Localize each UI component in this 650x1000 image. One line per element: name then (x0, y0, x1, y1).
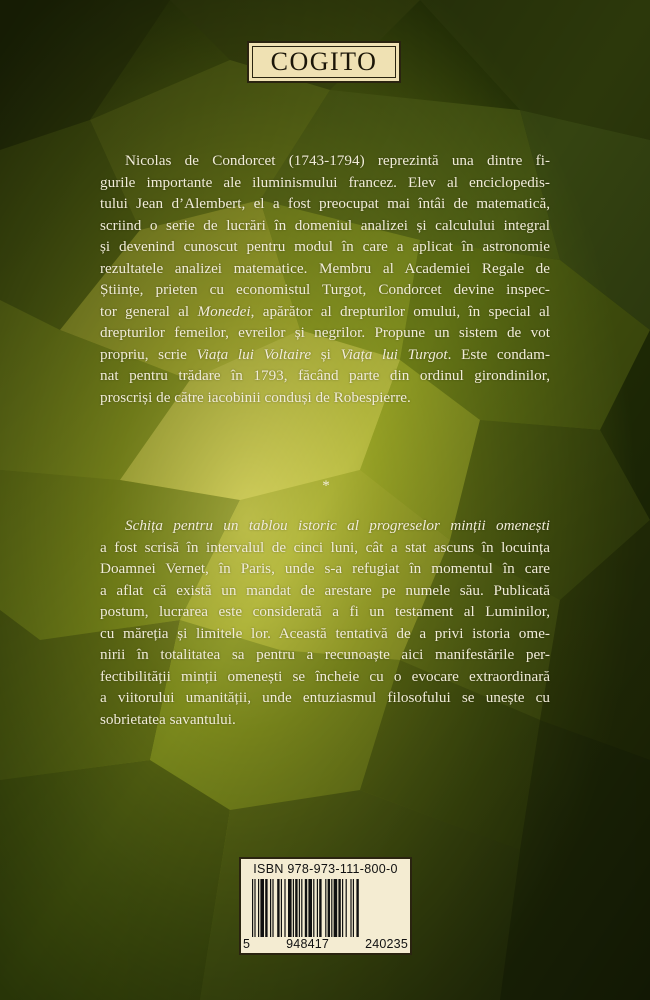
barcode-digit-prefix: 5 (243, 937, 251, 951)
barcode-box (239, 857, 412, 955)
isbn-label: ISBN 978-973-111-800-0 (253, 862, 398, 876)
text-line: scriind o serie de lucrări în domeniul analizei și calculului integral (100, 216, 550, 234)
text-line: drepturilor femeilor, evreilor și negrilor. Propune un sistem de vot (100, 324, 550, 342)
text-line: gurile importante ale iluminismului francez. Elev al enciclopedis- (100, 173, 550, 191)
text-line: fectibilității minții omenești se încheie cu o evocare extraordinară (100, 667, 550, 685)
text-line: a fost scrisă în intervalul de cinci luni, cât a stat ascuns în locuința (100, 538, 550, 556)
barcode-digit-group-1: 948417 (286, 937, 330, 951)
text-line: postum, lucrarea este considerată a fi un testament al Luminilor, (100, 603, 550, 621)
section-separator: * (322, 478, 330, 494)
text-line: rezultatele analizei matematice. Membru al Academiei Regale de (100, 259, 550, 277)
text-line: nat pentru trădare în 1793, făcând parte din ordinul girondinilor, (100, 367, 550, 385)
text-line: Schița pentru un tablou istoric al progreselor minții omenești (125, 517, 550, 534)
text-line: și devenind cunoscut pentru modul în care a aplicat în astronomie (100, 238, 550, 256)
text-line: sobrietatea savantului. (100, 710, 236, 728)
text-line: proscriși de către iacobinii conduși de Robespierre. (100, 389, 411, 407)
author-biography-paragraph (100, 150, 550, 409)
text-line: propriu, scrie Viața lui Voltaire și Viața lui Turgot. Este condam- (100, 345, 550, 363)
text-line: tor general al Monedei, apărător al drepturilor omului, în special al (100, 302, 550, 320)
text-line: Științe, prieten cu economistul Turgot, Condorcet devine inspec- (100, 281, 550, 299)
text-line: Doamnei Vernet, în Paris, unde s-a refugiat în momentul în care (100, 560, 550, 578)
text-line: tului Jean d’Alembert, el a fost preocupat mai întâi de matematică, (100, 195, 550, 213)
barcode-digits (243, 937, 408, 951)
book-description-paragraph (100, 515, 550, 730)
barcode-digit-group-2: 240235 (365, 937, 408, 951)
text-line: a aflat că există un mandat de arestare pe numele său. Publicată (100, 581, 550, 599)
text-line: Nicolas de Condorcet (1743-1794) reprezintă una dintre fi- (125, 152, 550, 169)
text-line: a viitorului umanității, unde entuziasmul filosofului se unește cu (100, 689, 550, 707)
barcode-bars (252, 879, 402, 937)
publisher-logo: COGITO (247, 41, 401, 83)
text-line: cu măreția și limitele lor. Această tentativă de a privi istoria ome- (100, 624, 550, 642)
text-line: nirii în totalitatea sa pentru a recunoaște aici manifestările per- (100, 646, 550, 664)
